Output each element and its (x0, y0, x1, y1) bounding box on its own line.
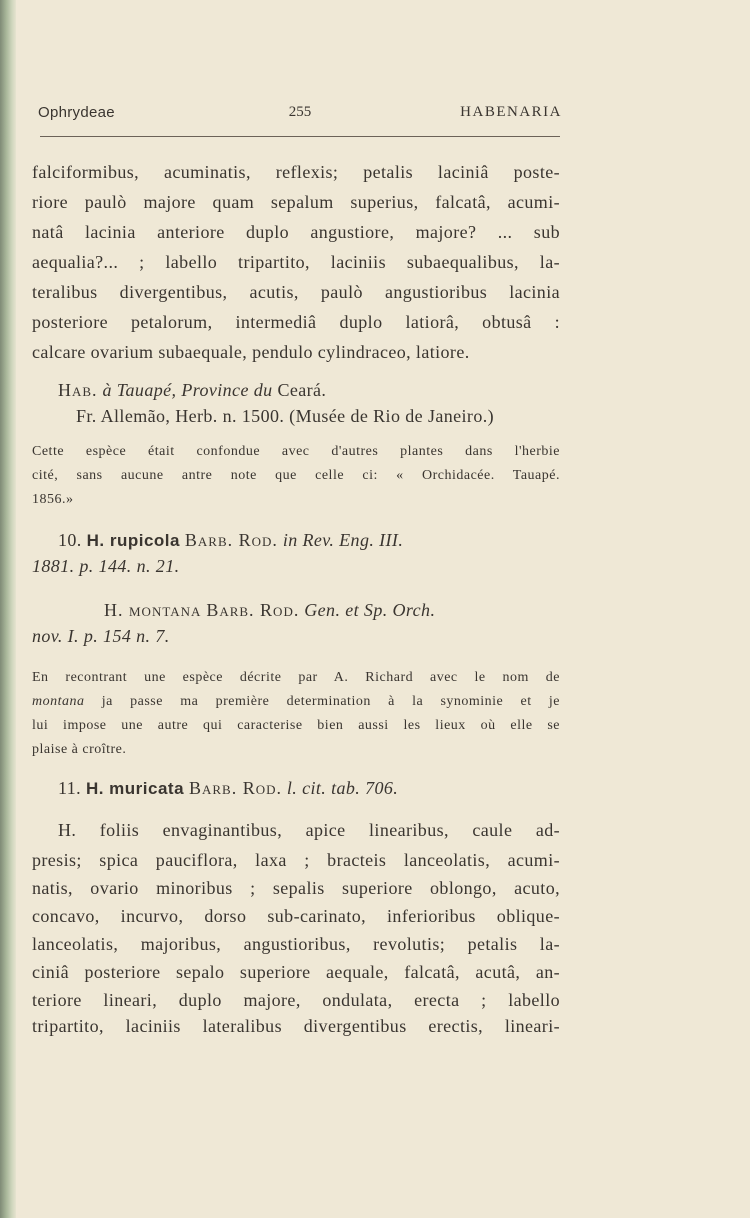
synonym-name: H. montana (104, 600, 202, 620)
note-text: ja passe ma première determination à la synominie et je (101, 694, 560, 709)
description-line: lanceolatis, majoribus, angustioribus, revolutis; petalis la- (32, 934, 560, 954)
description-line: natis, ovario minoribus ; sepalis superiore oblongo, acuto, (32, 878, 560, 898)
synonym-author: Barb. Rod. (206, 600, 300, 620)
species-name: H. rupicola (86, 531, 180, 550)
habitat-province: Province du (181, 380, 273, 400)
synonym-line (104, 598, 560, 622)
synonym-reference-cont: nov. I. p. 154 n. 7. (32, 626, 170, 646)
header-genus-title: HABENARIA (460, 104, 562, 120)
text-line: calcare ovarium subaequale, pendulo cylindraceo, latiore. (32, 342, 470, 362)
text-line: natâ lacinia anteriore duplo angustiore, majore? ... sub (32, 222, 560, 242)
species-author: Barb. Rod. (184, 530, 278, 550)
species-reference: in Rev. Eng. III. (282, 530, 404, 550)
habitat-place: Ceará. (277, 380, 327, 400)
species-heading-11 (58, 776, 560, 801)
header-rule (40, 136, 560, 137)
running-header (38, 104, 562, 128)
text-line: teralibus divergentibus, acutis, paulò angustioribus lacinia (32, 282, 560, 302)
description-line: teriore lineari, duplo majore, ondulata, erecta ; labello (32, 990, 560, 1010)
species-number: 10. (58, 530, 82, 550)
habitat-label: Hab. (58, 380, 98, 400)
header-section-title: Ophrydeae (38, 104, 115, 121)
note-line: Cette espèce était confondue avec d'autres plantes dans l'herbie (32, 444, 560, 459)
note-line: plaise à croître. (32, 742, 127, 757)
text-line: riore paulò majore quam sepalum superius, falcatâ, acumi- (32, 192, 560, 212)
text-line: posteriore petalorum, intermediâ duplo latiorâ, obtusâ : (32, 312, 560, 332)
page-number: 255 (288, 104, 312, 120)
description-line: presis; spica pauciflora, laxa ; bracteis lanceolatis, acumi- (32, 850, 560, 870)
note-line: En recontrant une espèce décrite par A. Richard avec le nom de (32, 670, 560, 685)
note-line (32, 690, 560, 714)
text-line: aequalia?... ; labello tripartito, laciniis subaequalibus, la- (32, 252, 560, 272)
species-reference: l. cit. tab. 706. (286, 778, 399, 798)
habitat-line (58, 378, 560, 402)
habitat-prefix: à Tauapé, (102, 380, 177, 400)
text-line: falciformibus, acuminatis, reflexis; petalis laciniâ poste- (32, 162, 560, 182)
description-line: concavo, incurvo, dorso sub-carinato, inferioribus oblique- (32, 906, 560, 926)
species-heading-10 (58, 528, 560, 553)
collector-line: Fr. Allemão, Herb. n. 1500. (Musée de Rio de Janeiro.) (76, 406, 495, 426)
note-line: lui impose une autre qui caracterise bien aussi les lieux où elle se (32, 718, 560, 733)
species-name: H. muricata (85, 779, 185, 798)
note-line: 1856.» (32, 492, 74, 507)
species-reference-cont: 1881. p. 144. n. 21. (32, 556, 180, 576)
note-species-name: montana (32, 694, 85, 709)
description-line: tripartito, laciniis lateralibus divergentibus erectis, lineari- (32, 1016, 560, 1036)
species-author: Barb. Rod. (188, 778, 282, 798)
description-line: H. foliis envaginantibus, apice linearibus, caule ad- (58, 820, 560, 840)
note-line: cité, sans aucune antre note que celle ci: « Orchidacée. Tauapé. (32, 468, 560, 483)
species-number: 11. (58, 778, 82, 798)
description-line: ciniâ posteriore sepalo superiore aequale, falcatâ, acutâ, an- (32, 962, 560, 982)
synonym-reference: Gen. et Sp. Orch. (304, 600, 436, 620)
